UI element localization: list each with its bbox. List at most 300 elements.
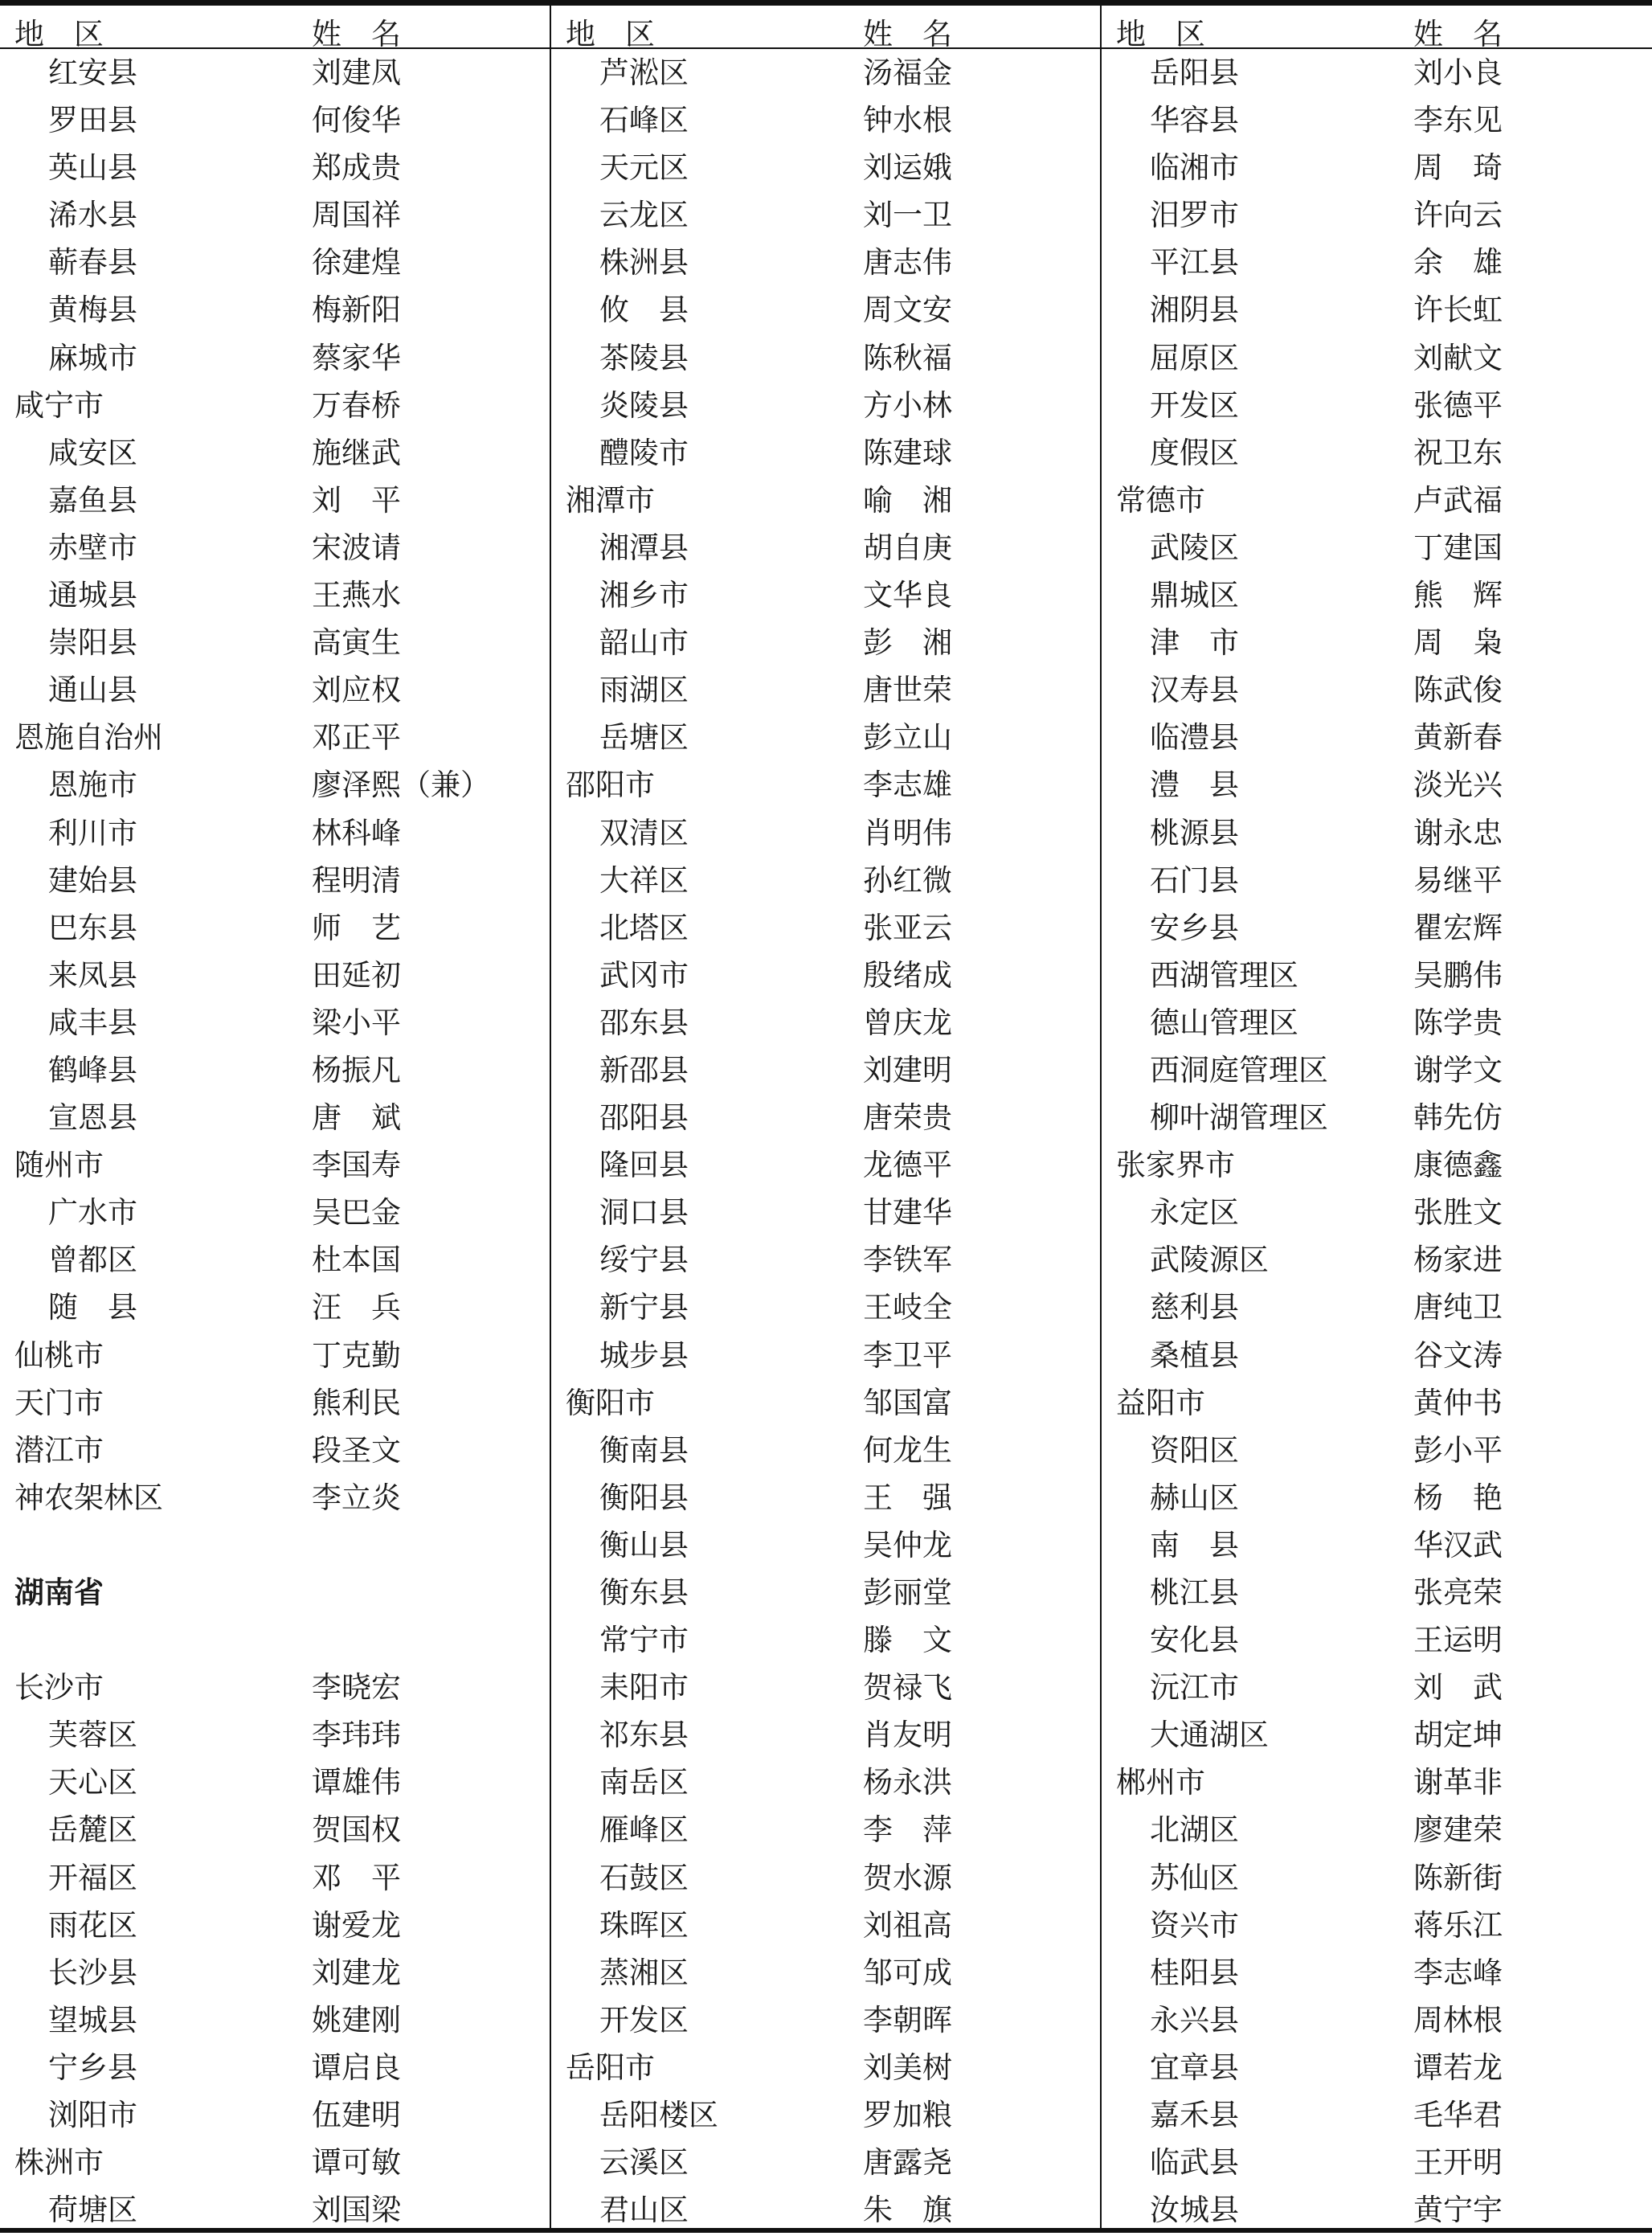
table-row bbox=[551, 1332, 1100, 1379]
table-row bbox=[1102, 809, 1652, 857]
region-cell: 常德市 bbox=[1116, 482, 1205, 518]
table-row bbox=[1102, 1379, 1652, 1427]
name-cell: 李 萍 bbox=[863, 1812, 952, 1848]
name-cell: 淡光兴 bbox=[1413, 768, 1503, 803]
name-cell: 刘美树 bbox=[863, 2050, 952, 2085]
region-cell: 荷塘区 bbox=[48, 2193, 137, 2228]
name-cell: 郑成贵 bbox=[312, 150, 401, 186]
region-cell: 屈原区 bbox=[1150, 340, 1239, 375]
table-column-3 bbox=[1102, 0, 1652, 2228]
name-cell: 钟水根 bbox=[863, 103, 952, 138]
region-cell: 沅江市 bbox=[1150, 1670, 1239, 1706]
name-cell: 贺禄飞 bbox=[863, 1670, 952, 1706]
name-cell: 黄仲书 bbox=[1413, 1385, 1503, 1420]
table-row bbox=[551, 904, 1100, 952]
name-cell: 周文安 bbox=[863, 293, 952, 328]
name-cell: 胡定坤 bbox=[1413, 1718, 1503, 1753]
name-cell: 张亮荣 bbox=[1413, 1575, 1503, 1610]
name-cell: 谭若龙 bbox=[1413, 2050, 1503, 2085]
region-cell: 宜章县 bbox=[1150, 2050, 1239, 2085]
name-cell: 李卫平 bbox=[863, 1337, 952, 1373]
name-cell: 汪 兵 bbox=[312, 1290, 401, 1325]
name-cell: 杜本国 bbox=[312, 1243, 401, 1278]
name-cell: 宋波请 bbox=[312, 530, 401, 565]
table-row bbox=[1102, 1569, 1652, 1616]
row-list bbox=[551, 49, 1100, 2234]
table-row bbox=[0, 1902, 550, 1949]
name-cell: 吴巴金 bbox=[312, 1195, 401, 1231]
table-row bbox=[551, 477, 1100, 524]
table-row bbox=[551, 714, 1100, 761]
table-row bbox=[0, 1711, 550, 1759]
region-cell: 岳麓区 bbox=[48, 1812, 137, 1848]
name-cell: 李东见 bbox=[1413, 103, 1503, 138]
region-cell: 安化县 bbox=[1150, 1623, 1239, 1658]
table-row bbox=[1102, 49, 1652, 96]
table-row bbox=[1102, 1616, 1652, 1664]
table-row bbox=[1102, 1189, 1652, 1236]
region-cell: 城步县 bbox=[599, 1337, 689, 1373]
name-cell: 孙红微 bbox=[863, 862, 952, 898]
table-row bbox=[1102, 1094, 1652, 1141]
name-cell: 唐世荣 bbox=[863, 673, 952, 708]
table-row bbox=[551, 999, 1100, 1046]
name-cell: 谷文涛 bbox=[1413, 1337, 1503, 1373]
region-cell: 石鼓区 bbox=[599, 1860, 689, 1895]
region-cell: 永兴县 bbox=[1150, 2002, 1239, 2037]
region-cell: 浠水县 bbox=[48, 198, 137, 233]
table-row bbox=[551, 2139, 1100, 2186]
name-cell: 姚建刚 bbox=[312, 2002, 401, 2037]
region-cell: 潜江市 bbox=[14, 1432, 104, 1468]
table-row bbox=[551, 571, 1100, 619]
name-cell: 肖明伟 bbox=[863, 815, 952, 850]
name-cell: 唐纯卫 bbox=[1413, 1290, 1503, 1325]
table-row bbox=[0, 571, 550, 619]
table-row bbox=[1102, 1332, 1652, 1379]
region-cell: 度假区 bbox=[1150, 435, 1239, 470]
table-row bbox=[551, 1996, 1100, 2044]
table-row bbox=[0, 999, 550, 1046]
row-list bbox=[1102, 49, 1652, 2234]
table-row bbox=[1102, 1284, 1652, 1331]
table-row bbox=[551, 96, 1100, 144]
table-row bbox=[0, 1854, 550, 1902]
name-cell: 梅新阳 bbox=[312, 293, 401, 328]
table-row bbox=[551, 524, 1100, 571]
table-row bbox=[1102, 714, 1652, 761]
name-header: 姓 名 bbox=[863, 17, 952, 51]
name-cell: 邓 平 bbox=[312, 1860, 401, 1895]
region-cell: 云溪区 bbox=[599, 2145, 689, 2181]
name-cell: 谢学文 bbox=[1413, 1052, 1503, 1087]
name-cell: 李铁军 bbox=[863, 1243, 952, 1278]
region-cell: 衡阳县 bbox=[599, 1480, 689, 1515]
name-cell: 周林根 bbox=[1413, 2002, 1503, 2037]
table-row bbox=[1102, 1141, 1652, 1189]
region-cell: 隆回县 bbox=[599, 1148, 689, 1183]
region-cell: 祁东县 bbox=[599, 1718, 689, 1753]
name-cell: 彭 湘 bbox=[863, 625, 952, 661]
name-cell: 刘运娥 bbox=[863, 150, 952, 186]
region-cell: 耒阳市 bbox=[599, 1670, 689, 1706]
region-cell: 黄梅县 bbox=[48, 293, 137, 328]
name-cell: 陈武俊 bbox=[1413, 673, 1503, 708]
region-cell: 汨罗市 bbox=[1150, 198, 1239, 233]
name-cell: 彭立山 bbox=[863, 720, 952, 756]
table-row bbox=[1102, 191, 1652, 239]
region-cell: 炎陵县 bbox=[599, 387, 689, 423]
region-cell: 益阳市 bbox=[1116, 1385, 1205, 1420]
region-cell: 英山县 bbox=[48, 150, 137, 186]
name-cell: 陈新街 bbox=[1413, 1860, 1503, 1895]
name-cell: 伍建明 bbox=[312, 2098, 401, 2133]
table-row bbox=[551, 1711, 1100, 1759]
region-cell: 醴陵市 bbox=[599, 435, 689, 470]
name-cell: 林科峰 bbox=[312, 815, 401, 850]
region-cell: 常宁市 bbox=[599, 1623, 689, 1658]
region-header: 地 区 bbox=[566, 17, 655, 51]
region-cell: 芦淞区 bbox=[599, 55, 689, 90]
name-cell: 周国祥 bbox=[312, 198, 401, 233]
region-cell: 韶山市 bbox=[599, 625, 689, 661]
table-row bbox=[1102, 2139, 1652, 2186]
region-cell: 云龙区 bbox=[599, 198, 689, 233]
table-row bbox=[0, 1521, 550, 1569]
name-cell: 王岐全 bbox=[863, 1290, 952, 1325]
table-row bbox=[1102, 382, 1652, 429]
region-cell: 慈利县 bbox=[1150, 1290, 1239, 1325]
table-row bbox=[551, 49, 1100, 96]
name-cell: 刘建龙 bbox=[312, 1955, 401, 1990]
region-cell: 鼎城区 bbox=[1150, 578, 1239, 613]
table-row bbox=[1102, 2186, 1652, 2234]
table-row bbox=[0, 952, 550, 999]
name-header: 姓 名 bbox=[312, 17, 401, 51]
region-cell: 永定区 bbox=[1150, 1195, 1239, 1231]
name-cell: 许长虹 bbox=[1413, 293, 1503, 328]
region-cell: 茶陵县 bbox=[599, 340, 689, 375]
table-row bbox=[1102, 666, 1652, 714]
region-cell: 汝城县 bbox=[1150, 2193, 1239, 2228]
region-cell: 大通湖区 bbox=[1150, 1718, 1269, 1753]
name-cell: 李玮玮 bbox=[312, 1718, 401, 1753]
region-cell: 汉寿县 bbox=[1150, 673, 1239, 708]
name-cell: 邹国富 bbox=[863, 1385, 952, 1420]
table-row bbox=[551, 144, 1100, 191]
name-cell: 熊 辉 bbox=[1413, 578, 1503, 613]
table-row bbox=[551, 952, 1100, 999]
table-row bbox=[551, 1664, 1100, 1711]
region-cell: 攸 县 bbox=[599, 293, 689, 328]
table-row bbox=[551, 666, 1100, 714]
region-cell: 湘潭县 bbox=[599, 530, 689, 565]
region-cell: 北塔区 bbox=[599, 910, 689, 945]
table-column-1 bbox=[0, 0, 550, 2228]
region-cell: 宁乡县 bbox=[48, 2050, 137, 2085]
region-cell: 红安县 bbox=[48, 55, 137, 90]
name-cell: 杨 艳 bbox=[1413, 1480, 1503, 1515]
region-cell: 衡南县 bbox=[599, 1432, 689, 1468]
table-column-2 bbox=[551, 0, 1100, 2228]
table-row bbox=[0, 524, 550, 571]
table-row bbox=[551, 1189, 1100, 1236]
row-list bbox=[0, 49, 550, 2234]
region-cell: 珠晖区 bbox=[599, 1907, 689, 1943]
name-cell: 丁克勤 bbox=[312, 1337, 401, 1373]
name-cell: 王运明 bbox=[1413, 1623, 1503, 1658]
region-cell: 临澧县 bbox=[1150, 720, 1239, 756]
name-cell: 杨家进 bbox=[1413, 1243, 1503, 1278]
region-cell: 桃源县 bbox=[1150, 815, 1239, 850]
region-cell: 随州市 bbox=[14, 1148, 104, 1183]
region-cell: 郴州市 bbox=[1116, 1765, 1205, 1800]
name-cell: 彭小平 bbox=[1413, 1432, 1503, 1468]
table-row bbox=[0, 714, 550, 761]
name-cell: 田延初 bbox=[312, 957, 401, 993]
region-cell: 岳阳楼区 bbox=[599, 2098, 718, 2133]
name-cell: 肖友明 bbox=[863, 1718, 952, 1753]
region-cell: 宣恩县 bbox=[48, 1100, 137, 1136]
region-cell: 神农架林区 bbox=[14, 1480, 163, 1515]
table-row bbox=[0, 49, 550, 96]
name-cell: 程明清 bbox=[312, 862, 401, 898]
table-row bbox=[0, 1189, 550, 1236]
region-cell: 利川市 bbox=[48, 815, 137, 850]
region-cell: 石门县 bbox=[1150, 862, 1239, 898]
column-header bbox=[551, 6, 1100, 51]
name-cell: 瞿宏辉 bbox=[1413, 910, 1503, 945]
region-cell: 浏阳市 bbox=[48, 2098, 137, 2133]
table-row bbox=[0, 1664, 550, 1711]
table-row bbox=[1102, 1711, 1652, 1759]
region-cell: 湘乡市 bbox=[599, 578, 689, 613]
table-row bbox=[0, 96, 550, 144]
table-row bbox=[551, 1236, 1100, 1284]
name-cell: 陈秋福 bbox=[863, 340, 952, 375]
table-row bbox=[551, 1046, 1100, 1094]
table-row bbox=[0, 1332, 550, 1379]
region-cell: 武冈市 bbox=[599, 957, 689, 993]
table-row bbox=[551, 1521, 1100, 1569]
table-row bbox=[0, 1949, 550, 1996]
name-cell: 谭雄伟 bbox=[312, 1765, 401, 1800]
region-cell: 岳阳市 bbox=[566, 2050, 655, 2085]
region-cell: 长沙县 bbox=[48, 1955, 137, 1990]
name-cell: 许向云 bbox=[1413, 198, 1503, 233]
region-cell: 新邵县 bbox=[599, 1052, 689, 1087]
table-row bbox=[0, 619, 550, 666]
table-row bbox=[1102, 1996, 1652, 2044]
table-row bbox=[551, 2044, 1100, 2091]
region-cell: 桂阳县 bbox=[1150, 1955, 1239, 1990]
name-cell: 陈建球 bbox=[863, 435, 952, 470]
name-cell: 华汉武 bbox=[1413, 1527, 1503, 1562]
name-cell: 周 琦 bbox=[1413, 150, 1503, 186]
table-row bbox=[0, 334, 550, 382]
table-row bbox=[551, 334, 1100, 382]
name-cell: 谢革非 bbox=[1413, 1765, 1503, 1800]
name-cell: 梁小平 bbox=[312, 1005, 401, 1040]
region-cell: 双清区 bbox=[599, 815, 689, 850]
region-cell: 邵阳市 bbox=[566, 768, 655, 803]
region-cell: 株洲县 bbox=[599, 245, 689, 281]
region-cell: 衡东县 bbox=[599, 1575, 689, 1610]
name-cell: 刘一卫 bbox=[863, 198, 952, 233]
region-cell: 平江县 bbox=[1150, 245, 1239, 281]
region-cell: 临武县 bbox=[1150, 2145, 1239, 2181]
table-row bbox=[1102, 1664, 1652, 1711]
region-cell: 通山县 bbox=[48, 673, 137, 708]
name-cell: 胡自庚 bbox=[863, 530, 952, 565]
table-row bbox=[551, 286, 1100, 334]
name-cell: 王燕水 bbox=[312, 578, 401, 613]
name-cell: 吴鹏伟 bbox=[1413, 957, 1503, 993]
table-row bbox=[551, 1616, 1100, 1664]
region-cell: 桃江县 bbox=[1150, 1575, 1239, 1610]
table-row bbox=[1102, 96, 1652, 144]
table-row bbox=[0, 1616, 550, 1664]
table-row bbox=[1102, 761, 1652, 809]
name-cell: 喻 湘 bbox=[863, 482, 952, 518]
table-row bbox=[551, 809, 1100, 857]
name-cell: 段圣文 bbox=[312, 1432, 401, 1468]
table-row bbox=[0, 2091, 550, 2139]
name-cell: 彭丽堂 bbox=[863, 1575, 952, 1610]
region-cell: 通城县 bbox=[48, 578, 137, 613]
region-cell: 芙蓉区 bbox=[48, 1718, 137, 1753]
name-cell: 丁建国 bbox=[1413, 530, 1503, 565]
table-row bbox=[0, 191, 550, 239]
table-row bbox=[1102, 334, 1652, 382]
region-cell: 麻城市 bbox=[48, 340, 137, 375]
table-row bbox=[1102, 1806, 1652, 1853]
table-row bbox=[0, 2186, 550, 2234]
region-cell: 咸丰县 bbox=[48, 1005, 137, 1040]
region-cell: 天心区 bbox=[48, 1765, 137, 1800]
name-cell: 杨振凡 bbox=[312, 1052, 401, 1087]
region-cell: 北湖区 bbox=[1150, 1812, 1239, 1848]
name-cell: 何龙生 bbox=[863, 1432, 952, 1468]
table-row bbox=[1102, 1759, 1652, 1806]
name-cell: 殷绪成 bbox=[863, 957, 952, 993]
name-cell: 曾庆龙 bbox=[863, 1005, 952, 1040]
region-cell: 湘潭市 bbox=[566, 482, 655, 518]
table-row bbox=[0, 286, 550, 334]
name-cell: 罗加粮 bbox=[863, 2098, 952, 2133]
table-row bbox=[551, 1094, 1100, 1141]
region-cell: 苏仙区 bbox=[1150, 1860, 1239, 1895]
region-cell: 曾都区 bbox=[48, 1243, 137, 1278]
table-row bbox=[1102, 1046, 1652, 1094]
table-row bbox=[0, 2139, 550, 2186]
name-cell: 邹可成 bbox=[863, 1955, 952, 1990]
name-cell: 李志峰 bbox=[1413, 1955, 1503, 1990]
name-cell: 唐志伟 bbox=[863, 245, 952, 281]
region-cell: 桑植县 bbox=[1150, 1337, 1239, 1373]
region-cell: 雨湖区 bbox=[599, 673, 689, 708]
name-cell: 万春桥 bbox=[312, 387, 401, 423]
region-cell: 恩施自治州 bbox=[14, 720, 163, 756]
region-cell: 株洲市 bbox=[14, 2145, 104, 2181]
table-row bbox=[0, 2044, 550, 2091]
region-cell: 天元区 bbox=[599, 150, 689, 186]
name-cell: 周 枭 bbox=[1413, 625, 1503, 661]
table-row bbox=[551, 2186, 1100, 2234]
table-row bbox=[1102, 619, 1652, 666]
region-cell: 蒸湘区 bbox=[599, 1955, 689, 1990]
table-row bbox=[0, 1141, 550, 1189]
table-row bbox=[551, 429, 1100, 477]
region-cell: 西湖管理区 bbox=[1150, 957, 1298, 993]
table-row bbox=[1102, 1949, 1652, 1996]
table-row bbox=[0, 477, 550, 524]
name-cell: 余 雄 bbox=[1413, 245, 1503, 281]
name-cell: 贺国权 bbox=[312, 1812, 401, 1848]
region-cell: 岳阳县 bbox=[1150, 55, 1239, 90]
table-row bbox=[1102, 1902, 1652, 1949]
region-cell: 澧 县 bbox=[1150, 768, 1239, 803]
region-cell: 资兴市 bbox=[1150, 1907, 1239, 1943]
table-row bbox=[1102, 239, 1652, 286]
table-row bbox=[1102, 286, 1652, 334]
region-cell: 武陵源区 bbox=[1150, 1243, 1269, 1278]
region-cell: 雁峰区 bbox=[599, 1812, 689, 1848]
table-row bbox=[0, 1759, 550, 1806]
region-cell: 安乡县 bbox=[1150, 910, 1239, 945]
name-cell: 杨永洪 bbox=[863, 1765, 952, 1800]
region-cell: 蕲春县 bbox=[48, 245, 137, 281]
column-header bbox=[1102, 6, 1652, 51]
table-row bbox=[551, 1569, 1100, 1616]
table-row bbox=[1102, 429, 1652, 477]
region-cell: 德山管理区 bbox=[1150, 1005, 1298, 1040]
name-cell: 施继武 bbox=[312, 435, 401, 470]
region-cell: 张家界市 bbox=[1116, 1148, 1235, 1183]
table-row bbox=[0, 761, 550, 809]
name-cell: 谭可敏 bbox=[312, 2145, 401, 2181]
name-cell: 黄宁宇 bbox=[1413, 2193, 1503, 2228]
region-cell: 巴东县 bbox=[48, 910, 137, 945]
name-cell: 刘 平 bbox=[312, 482, 401, 518]
name-cell: 邓正平 bbox=[312, 720, 401, 756]
table-row bbox=[0, 904, 550, 952]
table-row bbox=[0, 1046, 550, 1094]
table-row bbox=[551, 191, 1100, 239]
column-header bbox=[0, 6, 550, 51]
name-cell: 刘国梁 bbox=[312, 2193, 401, 2228]
table-row bbox=[0, 1379, 550, 1427]
name-cell: 张德平 bbox=[1413, 387, 1503, 423]
region-cell: 衡山县 bbox=[599, 1527, 689, 1562]
name-cell: 熊利民 bbox=[312, 1385, 401, 1420]
table-row bbox=[0, 666, 550, 714]
name-cell: 李晓宏 bbox=[312, 1670, 401, 1706]
region-cell: 来凤县 bbox=[48, 957, 137, 993]
table-row bbox=[1102, 571, 1652, 619]
region-cell: 嘉鱼县 bbox=[48, 482, 137, 518]
name-cell: 刘建明 bbox=[863, 1052, 952, 1087]
name-cell: 师 艺 bbox=[312, 910, 401, 945]
name-cell: 李志雄 bbox=[863, 768, 952, 803]
name-cell: 王 强 bbox=[863, 1480, 952, 1515]
table-row bbox=[0, 382, 550, 429]
name-cell: 王开明 bbox=[1413, 2145, 1503, 2181]
name-cell: 黄新春 bbox=[1413, 720, 1503, 756]
region-cell: 恩施市 bbox=[48, 768, 137, 803]
table-row bbox=[1102, 2044, 1652, 2091]
region-cell: 赫山区 bbox=[1150, 1480, 1239, 1515]
